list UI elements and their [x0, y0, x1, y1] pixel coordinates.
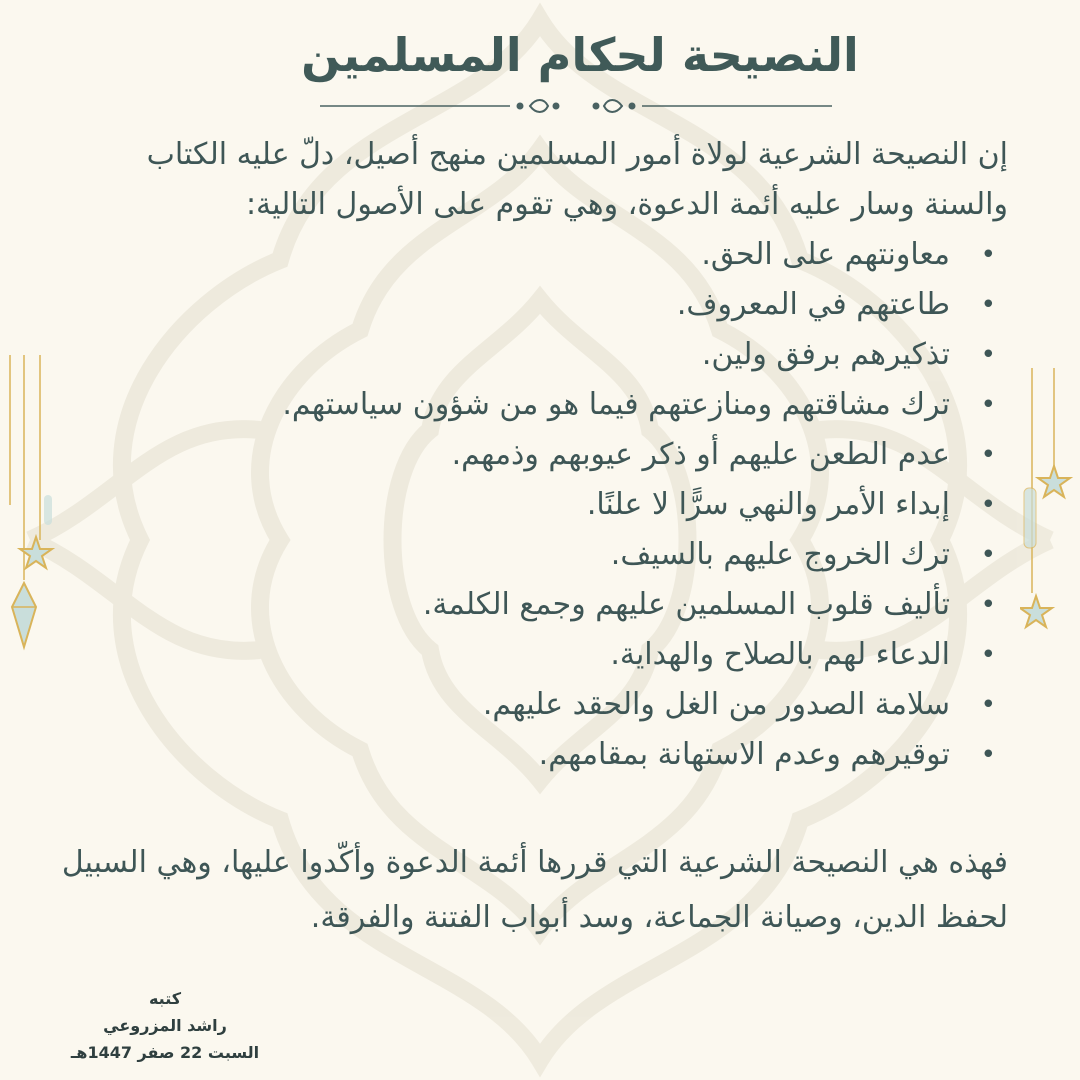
list-item: • سلامة الصدور من الغل والحقد عليهم. — [58, 680, 950, 730]
conclusion-paragraph: فهذه هي النصيحة الشرعية التي قررها أئمة الدعوة وأكّدوا عليها، وهي السبيل لحفظ الدين، وصيانة الجماعة، وسد أبواب الفتنة والفرقة. — [61, 845, 1008, 935]
list-item: • إبداء الأمر والنهي سرًّا لا علنًا. — [58, 480, 950, 530]
list-item: • طاعتهم في المعروف. — [58, 280, 950, 330]
page-title: النصيحة لحكام المسلمين — [301, 28, 859, 82]
author-signature — [50, 985, 280, 1066]
star-lantern-icon — [1020, 596, 1052, 627]
star-lantern-icon — [20, 537, 52, 568]
list-item: • معاونتهم على الحق. — [58, 230, 950, 280]
principles-list — [58, 230, 1008, 780]
written-by-label: كتبه — [148, 989, 182, 1008]
title-ornamental-divider — [320, 94, 832, 118]
lanterns-right-decoration — [1020, 368, 1080, 638]
list-item: • تذكيرهم برفق ولين. — [58, 330, 950, 380]
list-item: • تأليف قلوب المسلمين عليهم وجمع الكلمة. — [58, 580, 950, 630]
date-line: السبت 22 صفر 1447هـ — [70, 1043, 260, 1062]
author-name: راشد المزروعي — [103, 1016, 227, 1035]
lanterns-left-decoration — [0, 355, 60, 655]
list-item: • ترك الخروج عليهم بالسيف. — [58, 530, 950, 580]
list-item: • عدم الطعن عليهم أو ذكر عيوبهم وذمهم. — [58, 430, 950, 480]
intro-paragraph: إن النصيحة الشرعية لولاة أمور المسلمين منهج أصيل، دلّ عليه الكتاب والسنة وسار عليه أئمة الدعوة، وهي تقوم على الأصول التالية: — [146, 137, 1008, 222]
list-item: • الدعاء لهم بالصلاح والهداية. — [58, 630, 950, 680]
list-item: • ترك مشاقتهم ومنازعتهم فيما هو من شؤون سياستهم. — [58, 380, 950, 430]
list-item: • توقيرهم وعدم الاستهانة بمقامهم. — [58, 730, 950, 780]
star-lantern-icon — [1038, 466, 1070, 497]
main-text — [58, 130, 1008, 780]
hanging-lantern-icon — [12, 583, 36, 647]
